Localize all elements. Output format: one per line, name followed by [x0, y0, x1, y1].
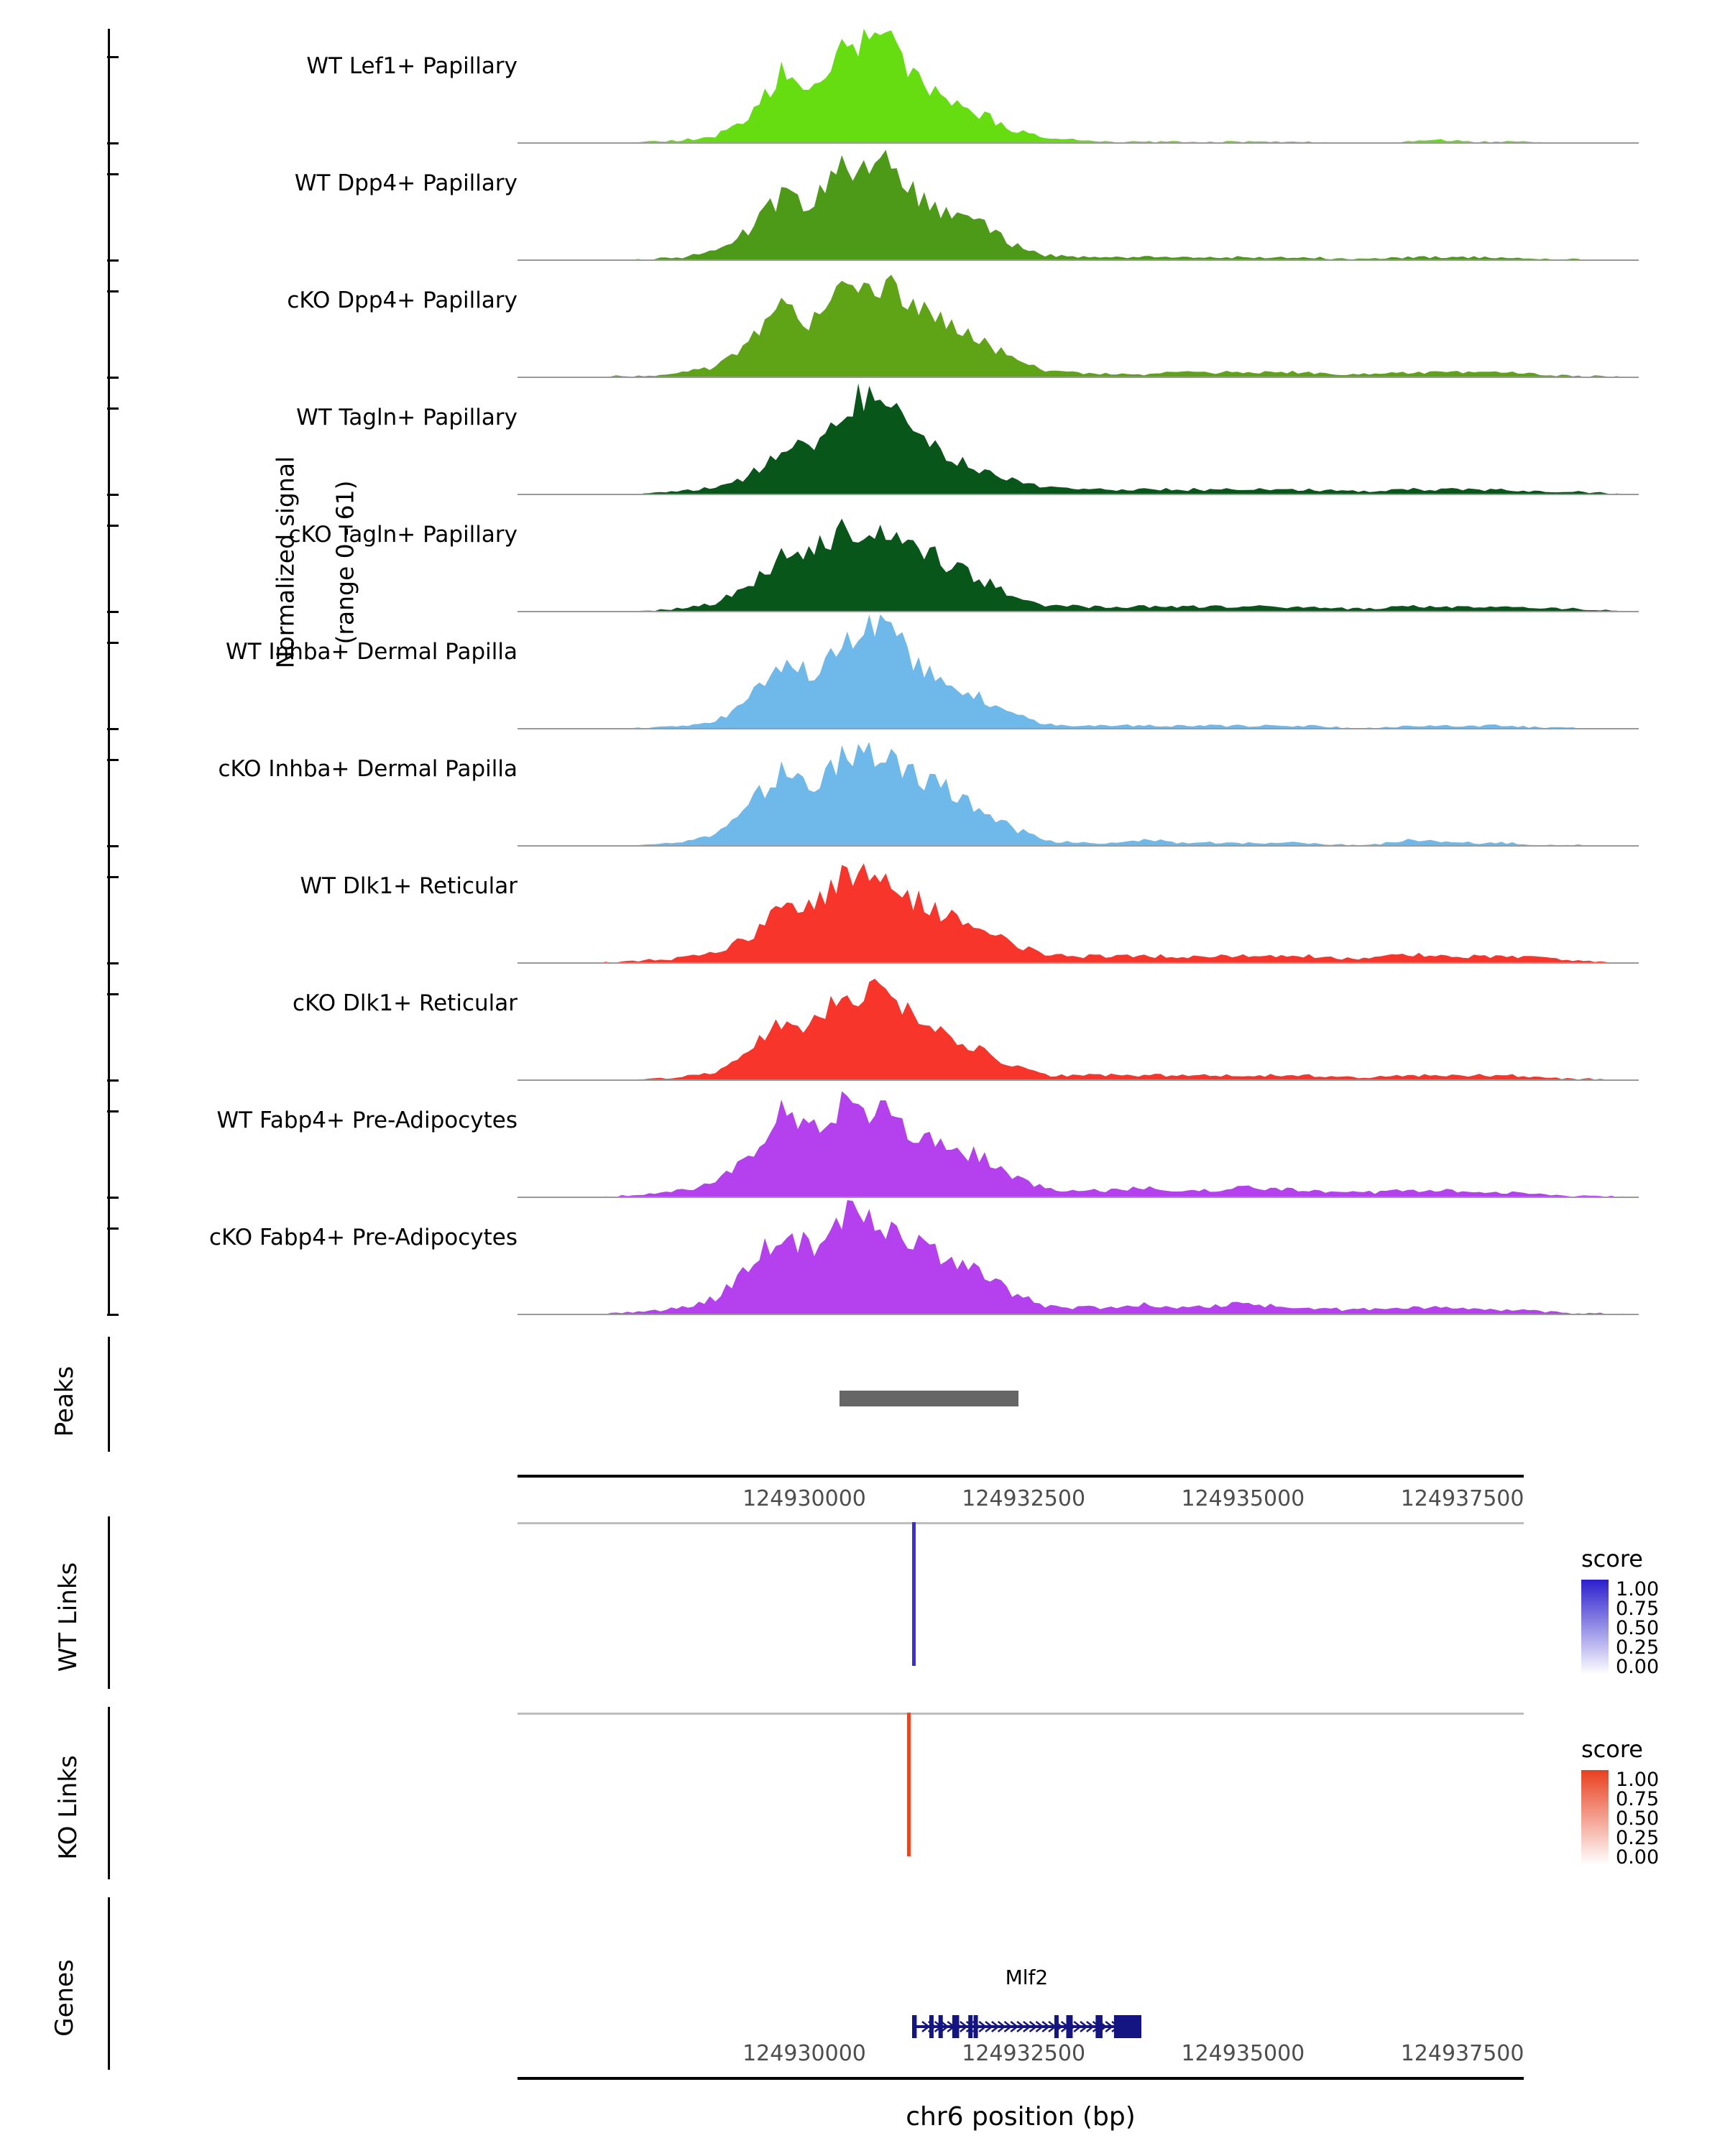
signal-panel-spine [108, 29, 110, 1315]
wt-links-panel-spine [108, 1516, 110, 1689]
signal-track-plot [518, 29, 1639, 144]
x-axis-top-tick-label: 124930000 [742, 1486, 866, 1511]
gene-name-label: Mlf2 [1005, 1966, 1049, 1989]
ko-legend-tick-3: 0.25 [1616, 1827, 1660, 1849]
x-axis-bottom-tick-label: 124930000 [742, 2041, 866, 2066]
signal-track-label: cKO Inhba+ Dermal Papilla [218, 756, 518, 782]
wt-legend-tick-1: 0.75 [1616, 1598, 1660, 1620]
wt-links-panel-label: WT Links [54, 1562, 83, 1672]
wt-legend-ticks [1616, 1578, 1660, 1678]
ko-link-line [907, 1713, 911, 1856]
signal-track-label: cKO Dpp4+ Papillary [287, 287, 518, 313]
x-axis-line-top [518, 1475, 1524, 1478]
signal-track-baseline [518, 142, 1639, 144]
ko-legend-title: score [1581, 1736, 1643, 1763]
signal-track-baseline [518, 1079, 1639, 1081]
x-axis-top-tick-label: 124932500 [962, 1486, 1086, 1511]
ko-score-legend [1581, 1736, 1725, 1869]
wt-legend-tick-3: 0.25 [1616, 1636, 1660, 1659]
signal-track-plot [518, 966, 1639, 1081]
signal-track-plot [518, 497, 1639, 612]
signal-track [115, 497, 1725, 612]
signal-track [115, 380, 1725, 495]
signal-track-label: WT Lef1+ Papillary [306, 53, 518, 79]
ko-links-panel-label: KO Links [54, 1755, 83, 1860]
x-axis-top-tick-label: 124935000 [1181, 1486, 1305, 1511]
signal-track-plot [518, 849, 1639, 964]
y-axis-label-line2: (range 0 - 61) [331, 480, 359, 645]
signal-track-label: cKO Fabp4+ Pre-Adipocytes [209, 1225, 518, 1250]
signal-track-plot [518, 732, 1639, 847]
x-axis-line-bottom [518, 2077, 1524, 2080]
signal-track-label: WT Dlk1+ Reticular [300, 873, 518, 899]
wt-legend-tick-2: 0.50 [1616, 1617, 1660, 1639]
signal-track-plot [518, 263, 1639, 378]
peaks-panel-spine [108, 1337, 110, 1452]
signal-track-baseline [518, 845, 1639, 847]
signal-track [115, 146, 1725, 261]
signal-track-baseline [518, 259, 1639, 261]
wt-legend-tick-0: 1.00 [1616, 1578, 1660, 1600]
ko-legend-tick-1: 0.75 [1616, 1788, 1660, 1810]
wt-score-legend [1581, 1545, 1725, 1678]
signal-track-label: cKO Dlk1+ Reticular [293, 990, 518, 1016]
signal-track-baseline [518, 1197, 1639, 1198]
peak-region [840, 1391, 1018, 1406]
ko-links-panel-spine [108, 1707, 110, 1879]
x-axis-bottom-tick-label: 124935000 [1181, 2041, 1305, 2066]
x-axis-title: chr6 position (bp) [906, 2102, 1136, 2132]
signal-track-baseline [518, 962, 1639, 964]
signal-track-label: WT Fabp4+ Pre-Adipocytes [216, 1107, 518, 1133]
signal-track-baseline [518, 611, 1639, 612]
signal-track-label: cKO Tagln+ Papillary [288, 522, 518, 548]
signal-track-plot [518, 1200, 1639, 1315]
ko-legend-gradient [1581, 1770, 1609, 1865]
wt-links-baseline [518, 1522, 1524, 1524]
wt-link-line [912, 1522, 916, 1666]
signal-track-label: WT Inhba+ Dermal Papilla [226, 639, 518, 665]
ko-legend-tick-2: 0.50 [1616, 1807, 1660, 1830]
signal-track-baseline [518, 728, 1639, 729]
x-axis-top-tick-label: 124937500 [1400, 1486, 1524, 1511]
ko-legend-tick-4: 0.00 [1616, 1846, 1660, 1869]
wt-legend-gradient [1581, 1580, 1609, 1674]
signal-track [115, 614, 1725, 729]
signal-track-plot [518, 380, 1639, 495]
signal-track-plot [518, 146, 1639, 261]
signal-track-plot [518, 1083, 1639, 1198]
signal-track [115, 1200, 1725, 1315]
signal-track-baseline [518, 377, 1639, 378]
x-axis-bottom-tick-label: 124937500 [1400, 2041, 1524, 2066]
signal-track [115, 1083, 1725, 1198]
wt-legend-title: score [1581, 1545, 1643, 1572]
genes-panel-label: Genes [50, 1959, 79, 2037]
signal-track-plot [518, 614, 1639, 729]
signal-track [115, 732, 1725, 847]
signal-track-label: WT Tagln+ Papillary [296, 405, 518, 430]
ko-legend-tick-0: 1.00 [1616, 1769, 1660, 1791]
signal-track [115, 849, 1725, 964]
signal-track [115, 29, 1725, 144]
signal-track [115, 966, 1725, 1081]
gene-model[interactable] [912, 2012, 1141, 2041]
peaks-panel-label: Peaks [50, 1365, 79, 1437]
signal-track-baseline [518, 494, 1639, 495]
signal-track-label: WT Dpp4+ Papillary [294, 170, 518, 196]
ko-legend-ticks [1616, 1769, 1660, 1869]
genes-panel-spine [108, 1897, 110, 2070]
ko-links-baseline [518, 1713, 1524, 1715]
signal-track [115, 263, 1725, 378]
x-axis-bottom-tick-label: 124932500 [962, 2041, 1086, 2066]
signal-track-baseline [518, 1314, 1639, 1315]
wt-legend-tick-4: 0.00 [1616, 1656, 1660, 1678]
y-axis-label-line1: Normalized signal [271, 456, 300, 669]
